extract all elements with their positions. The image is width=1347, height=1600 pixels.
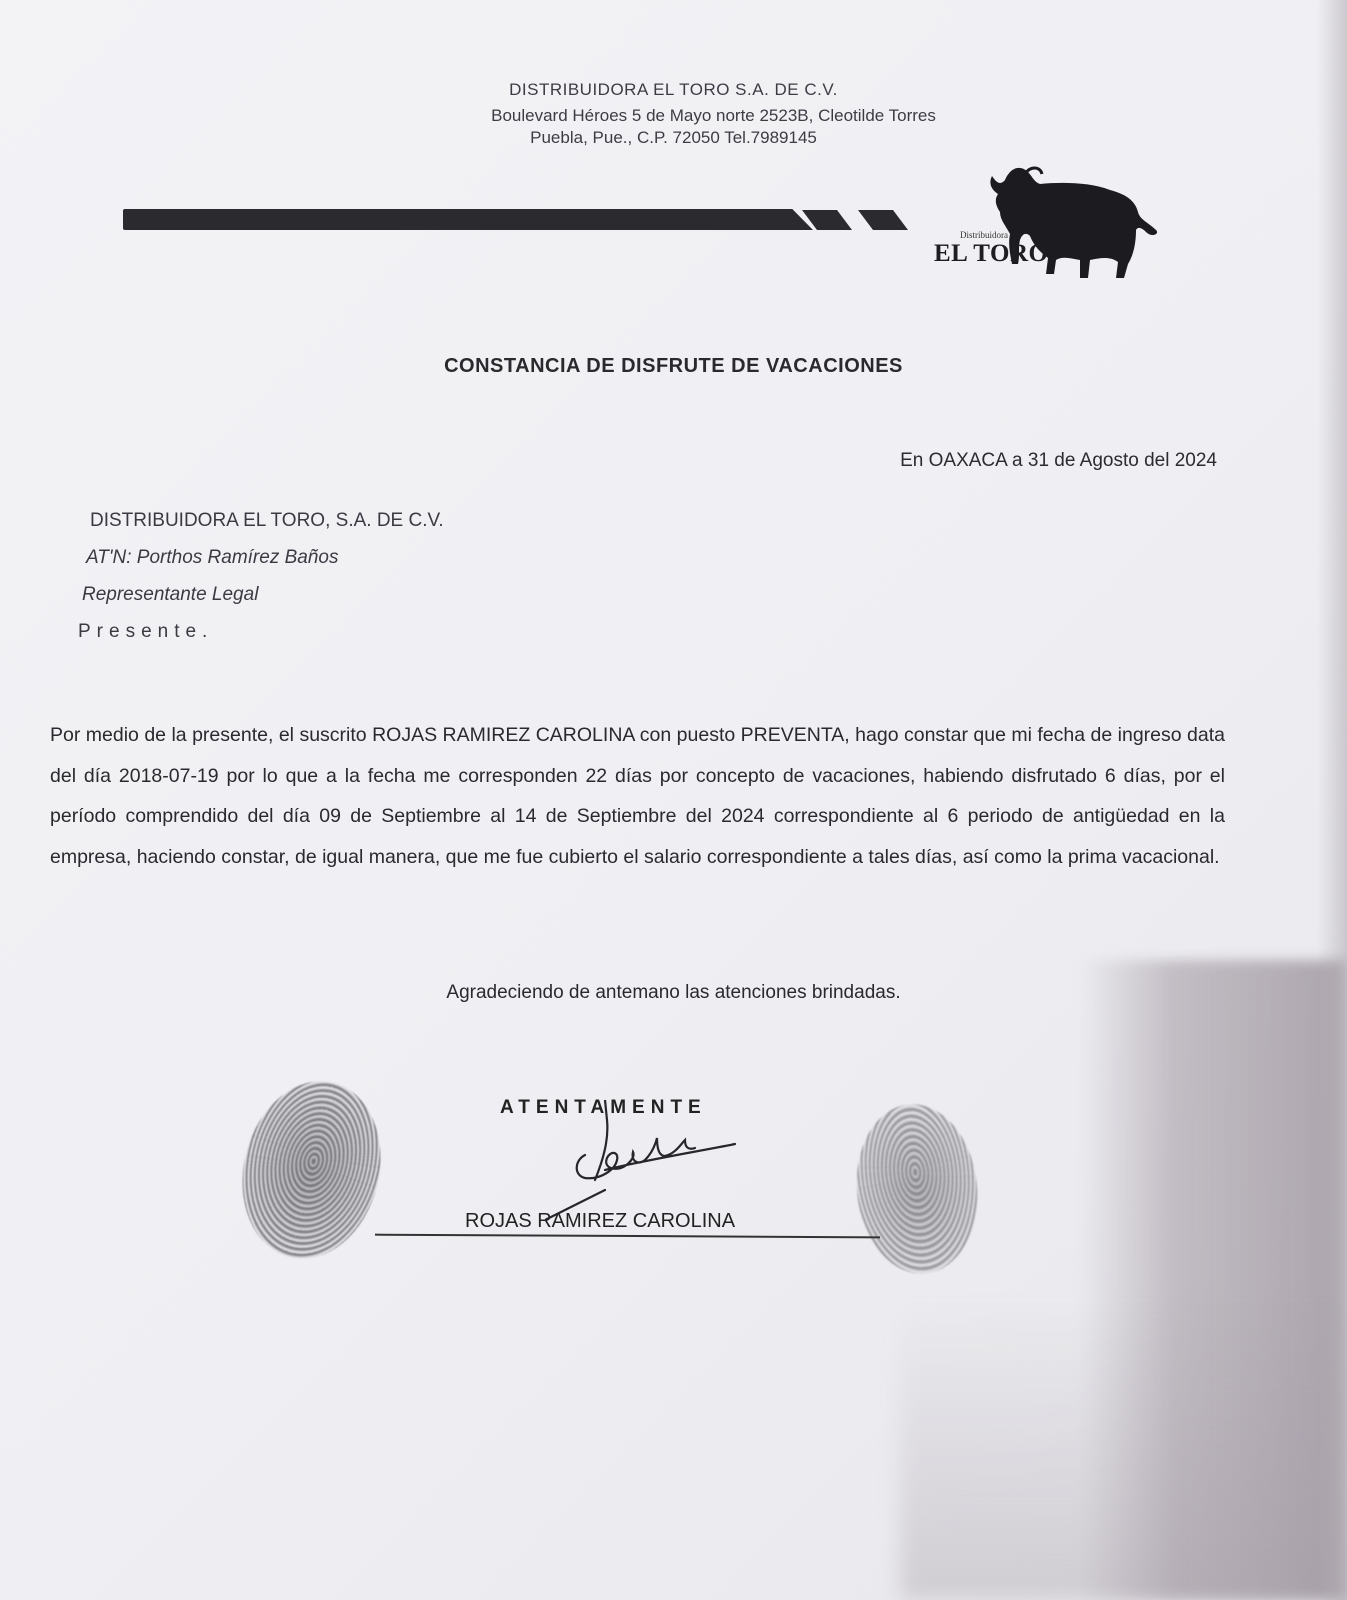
recipient-role: Representante Legal (82, 584, 259, 605)
recipient-presente: Presente. (78, 621, 214, 642)
signer-name: ROJAS RAMIREZ CAROLINA (465, 1210, 736, 1232)
closing-line: Agradeciendo de antemano las atenciones brindadas. (446, 982, 901, 1003)
recipient-company: DISTRIBUIDORA EL TORO, S.A. DE C.V. (90, 510, 444, 531)
logo-brand-text: EL TORO (934, 240, 1049, 267)
paper-shadow-bottom (900, 1300, 1347, 1600)
company-name: DISTRIBUIDORA EL TORO S.A. DE C.V. (509, 80, 838, 99)
fingerprint-left (224, 1066, 399, 1273)
fingerprint-right (848, 1098, 985, 1280)
body-paragraph: Por medio de la presente, el suscrito ROJAS RAMIREZ CAROLINA con puesto PREVENTA, hago constar que mi fecha de ingreso data del día 2018-07-19 por lo que a la fecha me corresponden 22 días por concepto de vacaciones, habiendo disfrutado 6 días, por el período comprendido del día 09 de Septiembre al 14 de Septiembre del 2024 correspondiente al 6 periodo de antigüedad en la empresa, haciendo constar, de igual manera, que me fue cubierto el salario correspondiente a tales días, así como la prima vacacional. (50, 724, 1225, 868)
signoff: ATENTAMENTE (500, 1097, 707, 1118)
document-title: CONSTANCIA DE DISFRUTE DE VACACIONES (444, 355, 903, 377)
company-address-line1: Boulevard Héroes 5 de Mayo norte 2523B, Cleotilde Torres (491, 106, 936, 125)
header-bar-segment (858, 210, 908, 230)
recipient-attention: AT'N: Porthos Ramírez Baños (86, 547, 339, 568)
company-address-line2: Puebla, Pue., C.P. 72050 Tel.7989145 (530, 128, 817, 147)
handwritten-signature (545, 1100, 765, 1250)
paper-edge (1317, 0, 1347, 1600)
logo-small-text: Distribuidora (960, 230, 1008, 240)
date-line: En OAXACA a 31 de Agosto del 2024 (900, 450, 1217, 471)
header-bar (123, 209, 813, 230)
